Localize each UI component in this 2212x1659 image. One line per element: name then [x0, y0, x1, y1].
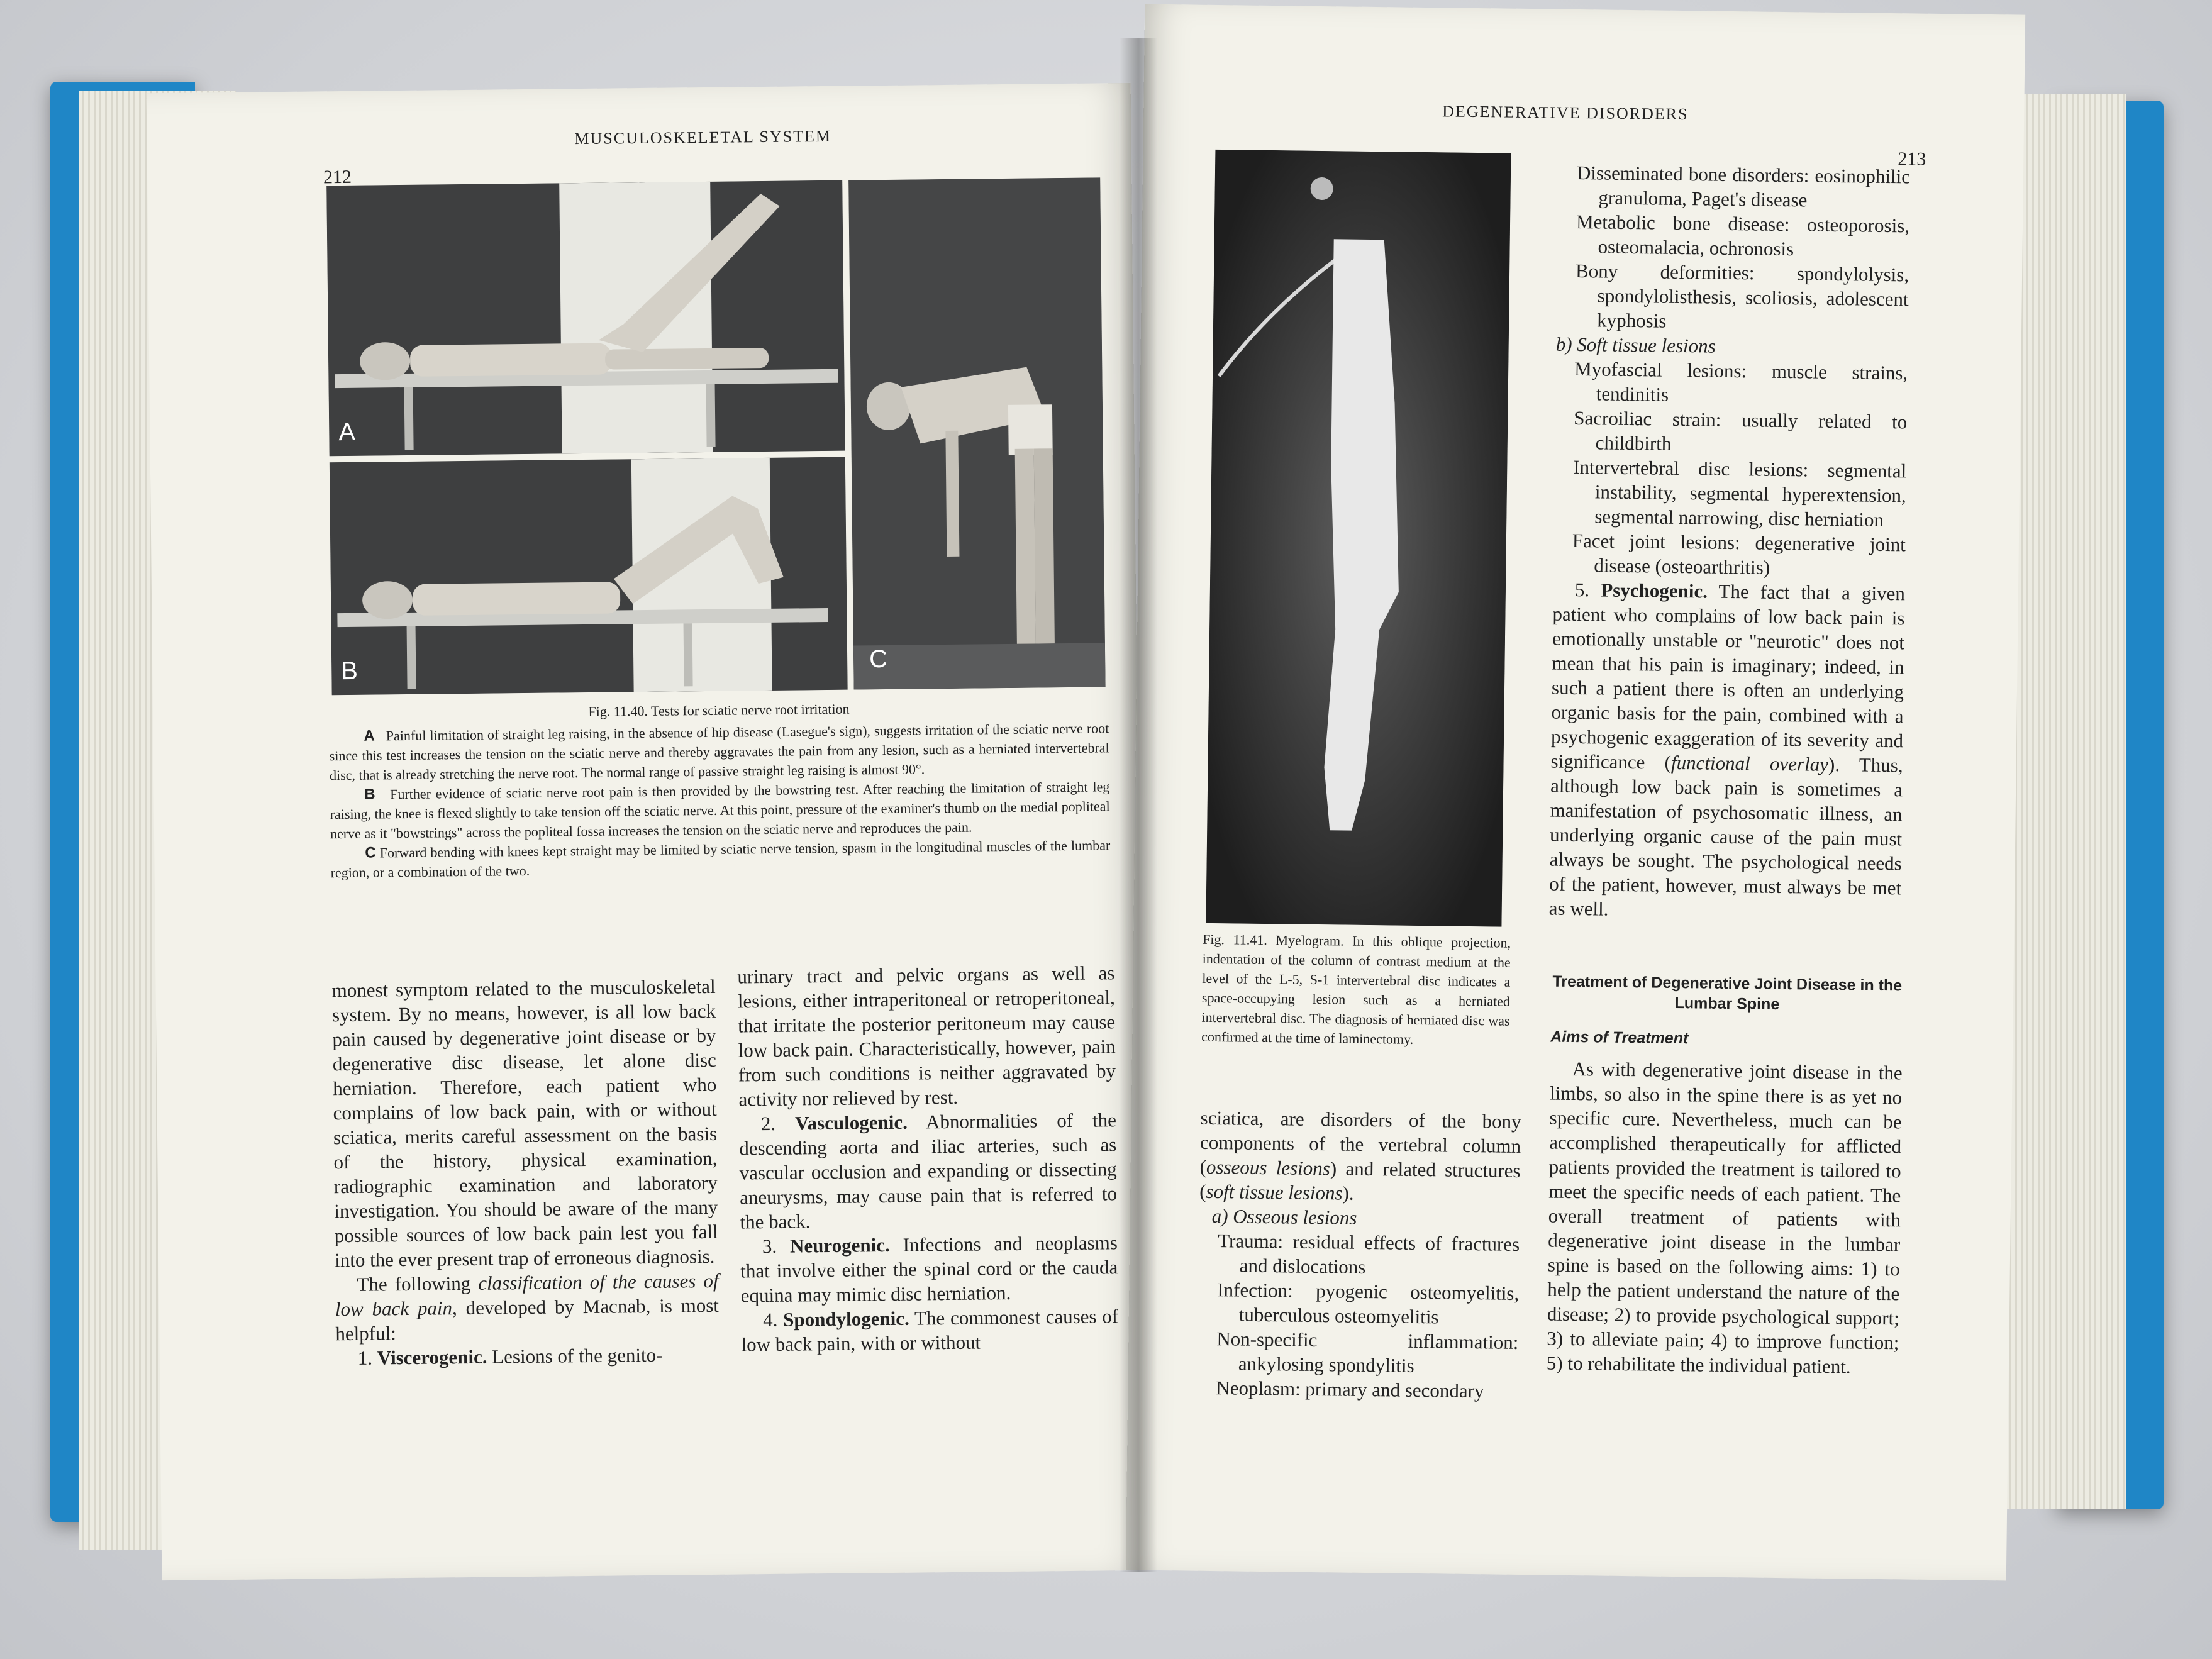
book-gutter-shadow	[1120, 38, 1157, 1572]
caption-text-b: Further evidence of sciatic nerve root pain is then provided by the bowstring test. After reaching the limitation of straight leg raising, the knee is flexed slightly to take tension off the sciatic nerve. At this point, pressure of the examiner's thumb on the medial popliteal nerve as it "bowstrings" across the popliteal fossa increases the tension on the sciatic nerve and reproduces the pain.	[330, 779, 1110, 842]
italic-run: osseous lesions	[1206, 1155, 1331, 1180]
text-run: ). Thus, although low back pain is sometimes a manifestation of psychosomatic illness, an underlying organic cause of the pain must always be sought. The psychological needs of the patient, however, must always be met as well.	[1548, 753, 1903, 920]
item-text: The commonest causes of low back pain, with or without	[741, 1305, 1119, 1356]
item-text: Infections and neoplasms that involve either the spinal cord or the cauda equina may mimic disc herniation.	[740, 1231, 1118, 1307]
subsection-title: Aims of Treatment	[1550, 1028, 1689, 1048]
italic-run: soft tissue lesions	[1206, 1180, 1343, 1204]
psychogenic-paragraph	[1549, 577, 1906, 925]
osseous-heading	[1199, 1204, 1520, 1232]
item-number: 5.	[1574, 578, 1590, 601]
myelogram-image	[1206, 150, 1511, 927]
item-number: 2.	[760, 1112, 776, 1135]
list-item	[739, 1107, 1118, 1234]
supine-leg-raise-illustration	[326, 180, 845, 457]
forward-bend-illustration	[848, 177, 1105, 689]
right-page	[1126, 4, 2025, 1581]
caption-label-a: A	[364, 727, 375, 745]
list-item: Disseminated bone disorders: eosinophilic granuloma, Paget's disease	[1576, 161, 1911, 211]
italic-run: classification of the causes of low back pain	[335, 1269, 719, 1321]
caption-title: Fig. 11.40. Tests for sciatic nerve root irritation	[588, 701, 850, 719]
item-heading: Neurogenic.	[789, 1233, 890, 1257]
list-item: Intervertebral disc lesions: segmental instability, segmental hyperextension, segmental narrowing, disc herniation	[1573, 455, 1907, 531]
caption-label-c: C	[365, 844, 376, 862]
classification-list-continued	[1549, 160, 1911, 925]
paragraph	[1199, 1106, 1521, 1207]
body-column-1	[331, 974, 720, 1370]
italic-run: a) Osseous lesions	[1211, 1204, 1357, 1229]
text-run: ) and related structures (	[1199, 1157, 1521, 1202]
caption-text-c: Forward bending with knees kept straight may be limited by sciatic nerve tension, spasm in the longitudinal muscles of the lumbar region, or a combination of the two.	[330, 837, 1111, 881]
italic-run: functional overlay	[1670, 751, 1829, 775]
caption-label-b: B	[364, 785, 375, 803]
figure-photo-b	[330, 457, 848, 696]
list-item: Metabolic bone disease: osteoporosis, osteomalacia, ochronosis	[1576, 210, 1910, 260]
page-number: 212	[323, 166, 352, 188]
treatment-paragraph: As with degenerative joint disease in the limbs, so also in the spine there is as yet no specific cure. Nevertheless, much can be accomplished therapeutically for afflicted patients provided the treatment is tailored to meet the specific needs of each patient. The overall treatment of patients with degenerative joint disease in the lumbar spine is based on the following aims: 1) to help the patient understand the nature of the disease; 2) to provide psychological support; 3) to alleviate pain; 4) to improve function; 5) to rehabilitate the individual patient.	[1546, 1057, 1903, 1378]
item-heading: Vasculogenic.	[794, 1111, 908, 1135]
soft-tissue-heading	[1555, 332, 1908, 361]
figure-caption	[329, 696, 1111, 882]
list-item	[741, 1304, 1119, 1357]
paragraph: monest symptom related to the musculoskeletal system. By no means, however, is all low back pain caused by degenerative joint disease or by degenerative disc disease, let alone disc herniation. Therefore, each patient who complains of low back pain, with or without sciatica, merits careful assessment on the basis of the history, physical examination, radiographic examination and laboratory investigation. You should be aware of the many possible sources of low back pain lest you fall into the ever present trap of erroneous diagnosis.	[331, 975, 718, 1272]
item-number: 3.	[762, 1235, 777, 1258]
text-run: The following	[357, 1272, 479, 1296]
list-item: Non-specific inflammation: ankylosing spondylitis	[1216, 1328, 1519, 1377]
running-header: MUSCULOSKELETAL SYSTEM	[574, 126, 832, 148]
italic-run: b) Soft tissue lesions	[1555, 333, 1716, 357]
item-heading: Psychogenic.	[1601, 579, 1708, 602]
body-column-2	[737, 960, 1119, 1357]
paragraph	[335, 1268, 719, 1346]
bowstring-test-illustration	[330, 457, 848, 696]
left-page	[147, 83, 1147, 1580]
paragraph: urinary tract and pelvic organs as well as lesions, either intraperitoneal or retroperitoneal, that irritate the posterior peritoneum may cause low back pain. Characteristically, however, pain from such conditions is neither aggravated by activity nor relieved by rest.	[737, 962, 1116, 1111]
list-item: Infection: pyogenic osteomyelitis, tuberculous osteomyelitis	[1217, 1279, 1520, 1328]
text-run: ).	[1342, 1182, 1354, 1204]
spondylogenic-continued	[1197, 1106, 1521, 1404]
caption-part-a	[329, 718, 1109, 785]
list-item	[740, 1230, 1118, 1307]
section-title: Treatment of Degenerative Joint Disease in the Lumbar Spine	[1552, 972, 1903, 1013]
item-text: Abnormalities of the descending aorta and iliac arteries, such as vascular occlusion and expanding or dissecting aneurysms, may cause pain that is referred to the back.	[739, 1109, 1118, 1233]
figure-label-c: C	[869, 645, 888, 674]
list-item: Neoplasm: primary and secondary	[1216, 1377, 1484, 1402]
list-item: Sacroiliac strain: usually related to childbirth	[1574, 406, 1908, 455]
figure-photo-c	[848, 177, 1105, 689]
caption-text-a: Painful limitation of straight leg raising, in the absence of hip disease (Lasegue's sign), suggests irritation of the sciatic nerve root since this test increases the tension on the sciatic nerve and thereby aggravates the pain from any lesion, such as a herniated intervertebral disc, that is already stretching the nerve root. The normal range of passive straight leg raising is almost 90°.	[329, 720, 1109, 784]
myelogram-caption: Fig. 11.41. Myelogram. In this oblique projection, indentation of the column of contrast medium at the level of the L-5, S-1 intervertebral disc indicates a space-occupying lesion such as a herniated intervertebral disc. The diagnosis of herniated disc was confirmed at the time of laminectomy.	[1201, 931, 1511, 1047]
figure-photo-a	[326, 180, 845, 457]
text-run: The fact that a given patient who complains of low back pain is emotionally unstable or "neurotic" does not mean that his pain is imaginary; indeed, in such a patient there is often an underlying organic basis for the pain, combined with a psychogenic exaggeration of its severity and significance (	[1550, 580, 1906, 774]
list-item	[336, 1342, 720, 1370]
running-header: DEGENERATIVE DISORDERS	[1442, 102, 1689, 124]
item-number: 1.	[357, 1346, 373, 1369]
list-item: Bony deformities: spondylolysis, spondylolisthesis, scoliosis, adolescent kyphosis	[1575, 259, 1909, 332]
item-heading: Viscerogenic.	[377, 1345, 487, 1369]
page-number: 213	[1898, 148, 1926, 170]
item-text: Lesions of the genito-	[492, 1343, 663, 1368]
caption-part-c	[330, 835, 1111, 882]
list-item: Trauma: residual effects of fractures and dislocations	[1218, 1229, 1520, 1278]
caption-part-b	[330, 777, 1110, 843]
list-item: Myofascial lesions: muscle strains, tendinitis	[1574, 357, 1908, 406]
figure-label-b: B	[341, 657, 358, 685]
list-item: Facet joint lesions: degenerative joint disease (osteoarthritis)	[1572, 529, 1906, 579]
item-number: 4.	[762, 1308, 778, 1331]
item-heading: Spondylogenic.	[782, 1307, 910, 1331]
text-run: sciatica, are disorders of the bony components of the vertebral column (	[1199, 1106, 1521, 1178]
myelogram-xray-illustration	[1206, 150, 1511, 927]
figure-label-a: A	[338, 418, 356, 447]
text-run: , developed by Macnab, is most helpful:	[335, 1294, 720, 1345]
